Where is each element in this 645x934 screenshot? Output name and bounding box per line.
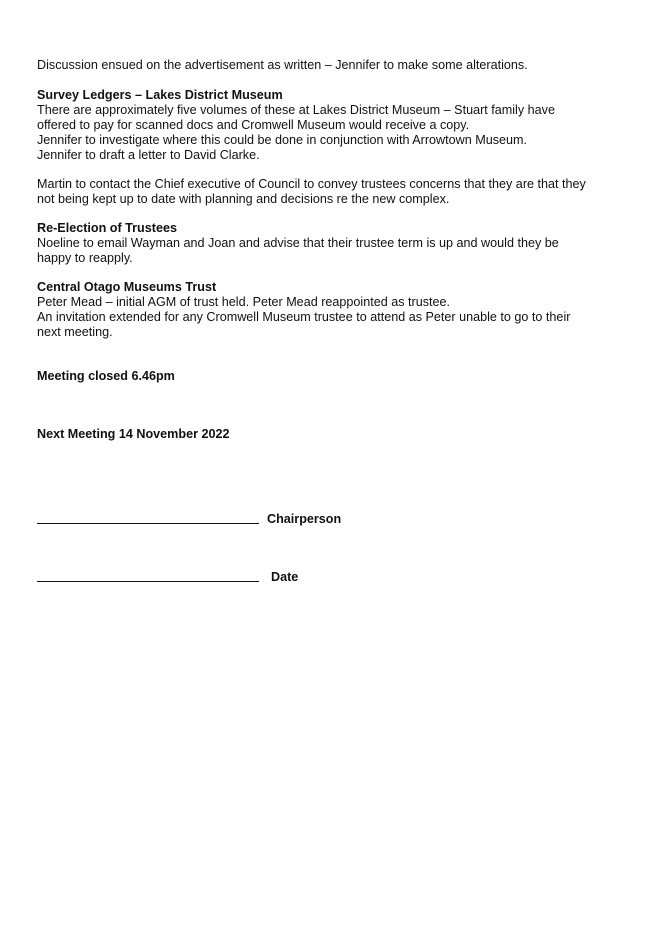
survey-ledgers-heading: Survey Ledgers – Lakes District Museum — [37, 88, 283, 102]
survey-ledgers-line-2: offered to pay for scanned docs and Cromwell Museum would receive a copy. — [37, 118, 470, 132]
martin-line-2: not being kept up to date with planning and decisions re the new complex. — [37, 192, 450, 206]
survey-ledgers-line-3: Jennifer to investigate where this could be done in conjunction with Arrowtown Museum. — [37, 133, 528, 147]
chairperson-label: Chairperson — [267, 512, 342, 526]
re-election-line-2: happy to reapply. — [37, 251, 133, 265]
martin-line-1: Martin to contact the Chief executive of Council to convey trustees concerns that they are that they — [37, 177, 586, 191]
central-otago-heading: Central Otago Museums Trust — [37, 280, 217, 294]
discussion-text: Discussion ensued on the advertisement as written – Jennifer to make some alterations. — [37, 58, 528, 72]
chairperson-signature-line — [37, 523, 259, 524]
re-election-heading: Re-Election of Trustees — [37, 221, 177, 235]
central-otago-line-1: Peter Mead – initial AGM of trust held. Peter Mead reappointed as trustee. — [37, 295, 451, 309]
re-election-line-1: Noeline to email Wayman and Joan and advise that their trustee term is up and would they be — [37, 236, 559, 250]
central-otago-line-2: An invitation extended for any Cromwell Museum trustee to attend as Peter unable to go to their — [37, 310, 571, 324]
date-label: Date — [271, 570, 299, 584]
survey-ledgers-line-4: Jennifer to draft a letter to David Clarke. — [37, 148, 260, 162]
next-meeting: Next Meeting 14 November 2022 — [37, 427, 230, 441]
date-signature-line — [37, 581, 259, 582]
survey-ledgers-line-1: There are approximately five volumes of these at Lakes District Museum – Stuart family have — [37, 103, 555, 117]
meeting-closed: Meeting closed 6.46pm — [37, 369, 175, 383]
central-otago-line-3: next meeting. — [37, 325, 113, 339]
